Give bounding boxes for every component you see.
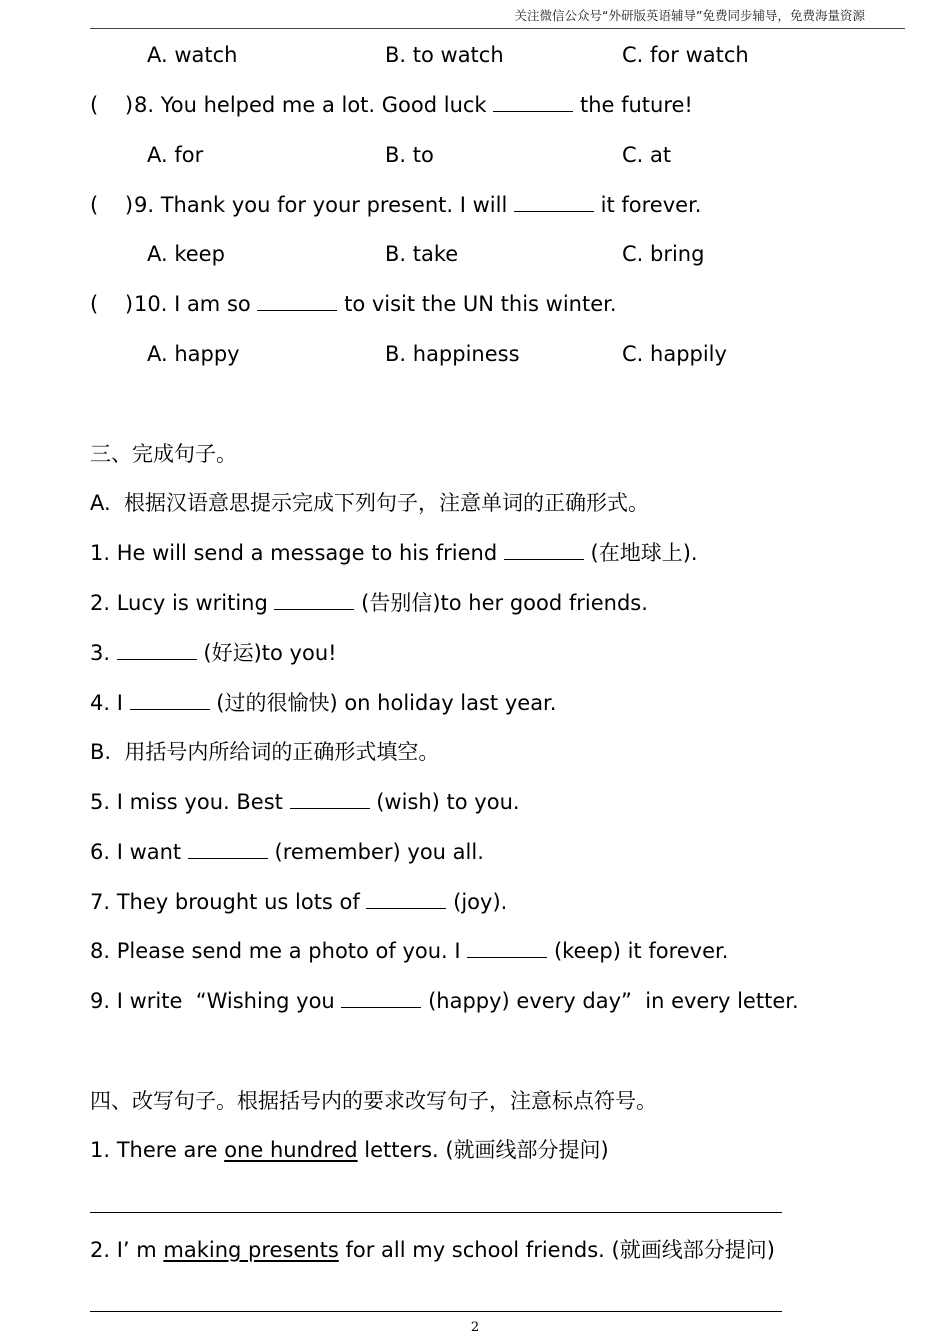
- fill-blank[interactable]: [493, 93, 573, 112]
- question-text-before: 8. You helped me a lot. Good luck: [134, 93, 494, 117]
- q8-option-b: B. to: [385, 143, 434, 167]
- question-text-before: 10. I am so: [134, 292, 258, 316]
- answer-line[interactable]: [90, 1212, 782, 1213]
- q7-option-c: C. for watch: [622, 43, 749, 67]
- sentence-a3: [90, 640, 337, 666]
- sentence-text-after: (好运)to you!: [196, 641, 337, 665]
- question-text-before: 9. Thank you for your present. I will: [134, 193, 514, 217]
- fill-blank[interactable]: [117, 641, 197, 660]
- fill-blank[interactable]: [290, 790, 370, 809]
- sentence-a2: [90, 590, 648, 616]
- fill-blank[interactable]: [130, 691, 210, 710]
- q9-option-c: C. bring: [622, 242, 705, 266]
- section-3-part-a-instruction: A. 根据汉语意思提示完成下列句子，注意单词的正确形式。: [90, 491, 650, 515]
- q10-option-a: A. happy: [147, 342, 240, 366]
- section-3-title: 三、完成句子。: [90, 442, 237, 466]
- fill-blank[interactable]: [257, 292, 337, 311]
- q10-option-c: C. happily: [622, 342, 727, 366]
- q10-option-b: B. happiness: [385, 342, 520, 366]
- sentence-text-after: (joy).: [446, 890, 508, 914]
- page-header-text: 关注微信公众号“外研版英语辅导”免费同步辅导，免费海量资源: [514, 8, 865, 23]
- sentence-text-before: 2. I’ m: [90, 1238, 164, 1262]
- q9-option-a: A. keep: [147, 242, 225, 266]
- question-text-after: it forever.: [593, 193, 702, 217]
- question-text-after: the future!: [573, 93, 693, 117]
- section-3-part-b-instruction: B. 用括号内所给词的正确形式填空。: [90, 740, 440, 764]
- fill-blank[interactable]: [467, 939, 547, 958]
- question-10: [90, 291, 617, 317]
- sentence-text-after: (happy) every day” in every letter.: [421, 989, 799, 1013]
- sentence-text-before: 8. Please send me a photo of you. I: [90, 939, 468, 963]
- q7-option-a: A. watch: [147, 43, 238, 67]
- underlined-phrase: making presents: [163, 1238, 339, 1262]
- sentence-text-before: 4. I: [90, 691, 130, 715]
- fill-blank[interactable]: [341, 989, 421, 1008]
- q7-option-b: B. to watch: [385, 43, 504, 67]
- fill-blank[interactable]: [274, 591, 354, 610]
- answer-paren[interactable]: ( ): [90, 93, 134, 117]
- section-4-title: 四、改写句子。根据括号内的要求改写句子，注意标点符号。: [90, 1089, 657, 1113]
- sentence-text-after: (过的很愉快) on holiday last year.: [209, 691, 557, 715]
- sentence-text-after: letters. (就画线部分提问): [357, 1138, 609, 1162]
- sentence-b5: [90, 789, 520, 815]
- fill-blank[interactable]: [514, 193, 594, 212]
- sentence-text-before: 6. I want: [90, 840, 188, 864]
- sentence-text-before: 3.: [90, 641, 117, 665]
- sentence-text-before: 2. Lucy is writing: [90, 591, 275, 615]
- fill-blank[interactable]: [188, 840, 268, 859]
- question-9: [90, 192, 701, 218]
- fill-blank[interactable]: [504, 541, 584, 560]
- fill-blank[interactable]: [366, 890, 446, 909]
- sentence-b8: [90, 938, 728, 964]
- page-number: 2: [470, 1320, 480, 1335]
- sentence-text-after: for all my school friends. (就画线部分提问): [338, 1238, 775, 1262]
- sentence-b9: [90, 988, 799, 1014]
- q8-option-a: A. for: [147, 143, 204, 167]
- question-8: [90, 92, 693, 118]
- sentence-text-after: (keep) it forever.: [547, 939, 729, 963]
- rewrite-q1: [90, 1137, 609, 1163]
- sentence-text-after: (告别信)to her good friends.: [354, 591, 648, 615]
- sentence-text-before: 7. They brought us lots of: [90, 890, 367, 914]
- sentence-a1: [90, 540, 698, 566]
- sentence-b7: [90, 889, 507, 915]
- q9-option-b: B. take: [385, 242, 459, 266]
- header-rule: [90, 28, 905, 29]
- sentence-text-after: (在地球上).: [583, 541, 698, 565]
- sentence-text-before: 1. He will send a message to his friend: [90, 541, 504, 565]
- rewrite-q2: [90, 1237, 775, 1263]
- sentence-text-before: 5. I miss you. Best: [90, 790, 290, 814]
- sentence-a4: [90, 690, 556, 716]
- answer-paren[interactable]: ( ): [90, 193, 134, 217]
- answer-paren[interactable]: ( ): [90, 292, 134, 316]
- q8-option-c: C. at: [622, 143, 672, 167]
- underlined-phrase: one hundred: [224, 1138, 358, 1162]
- question-text-after: to visit the UN this winter.: [337, 292, 617, 316]
- sentence-text-after: (remember) you all.: [267, 840, 484, 864]
- answer-line[interactable]: [90, 1311, 782, 1312]
- sentence-text-after: (wish) to you.: [369, 790, 520, 814]
- sentence-b6: [90, 839, 484, 865]
- sentence-text-before: 9. I write “Wishing you: [90, 989, 342, 1013]
- sentence-text-before: 1. There are: [90, 1138, 225, 1162]
